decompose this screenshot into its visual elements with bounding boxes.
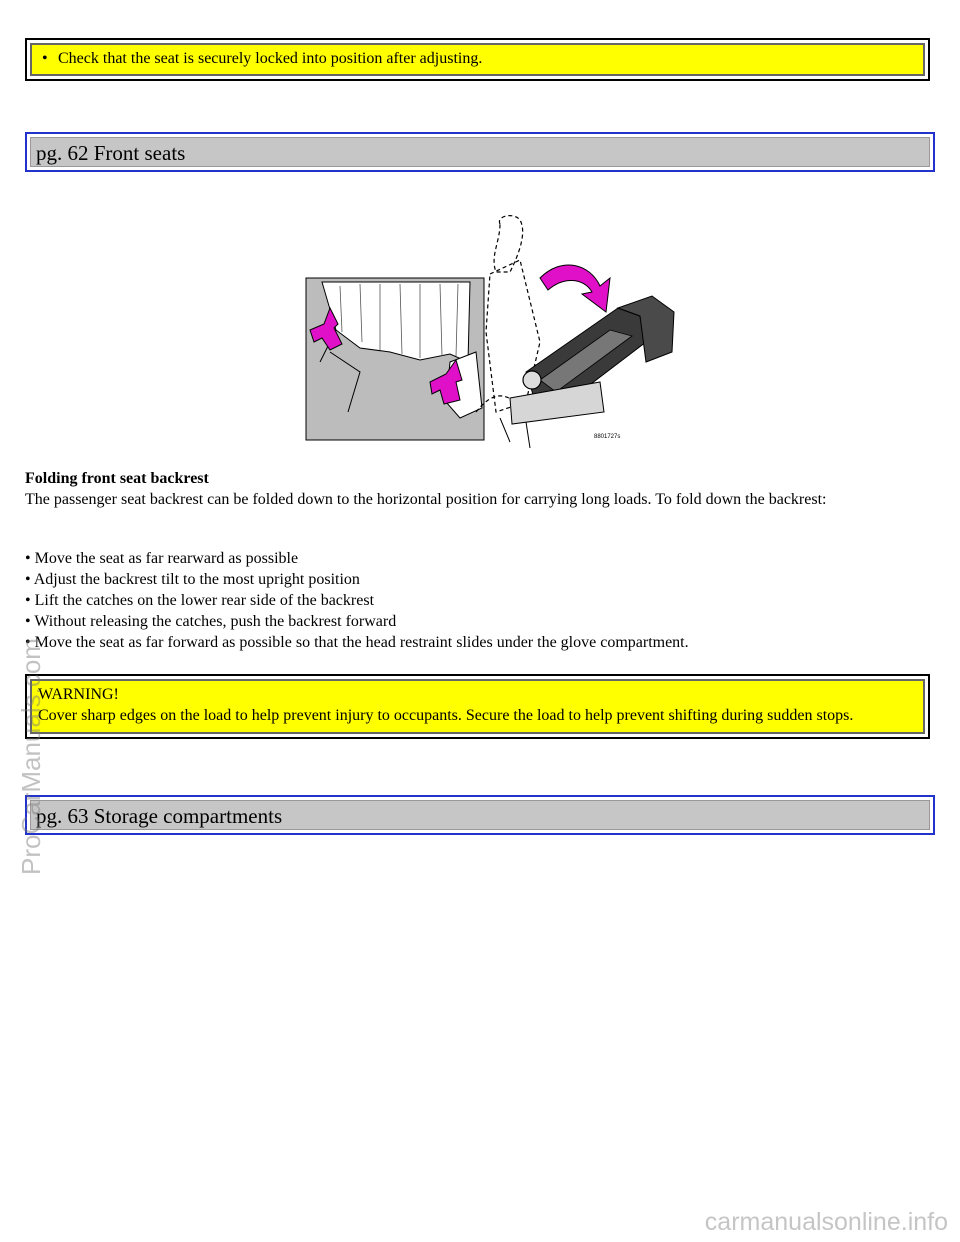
footer-watermark: carmanualsonline.info xyxy=(704,1208,948,1236)
warning-box xyxy=(25,674,930,739)
folding-title: Folding front seat backrest xyxy=(25,470,209,487)
list-item: • Move the seat as far forward as possible so that the head restraint slides under the glove compartment. xyxy=(25,634,689,651)
caution-inner xyxy=(30,43,925,76)
caution-text: Check that the seat is securely locked into position after adjusting. xyxy=(58,50,483,67)
folding-intro: The passenger seat backrest can be folded down to the horizontal position for carrying long loads. To fold down the backrest: xyxy=(25,491,827,508)
section-header-front-seats xyxy=(25,132,935,172)
list-item: • Without releasing the catches, push the backrest forward xyxy=(25,613,397,630)
bullet-marker: • xyxy=(42,50,48,67)
list-item: • Move the seat as far rearward as possible xyxy=(25,550,299,567)
tilt-knob xyxy=(523,371,541,389)
fold-forward-arrow xyxy=(540,265,610,312)
warning-inner xyxy=(30,679,925,734)
side-watermark xyxy=(0,555,46,875)
folding-steps-list xyxy=(25,548,689,653)
seat-folding-illustration xyxy=(300,212,680,454)
warning-title: WARNING! xyxy=(38,686,119,703)
side-watermark-text: ProCarManuals.com xyxy=(16,638,46,875)
caution-box xyxy=(25,38,930,81)
section-header-title: pg. 62 Front seats xyxy=(30,137,930,167)
section-header-title: pg. 63 Storage compartments xyxy=(30,800,930,830)
head-restraint-outline xyxy=(494,216,523,272)
list-item: • Lift the catches on the lower rear side of the backrest xyxy=(25,592,375,609)
warning-text: Cover sharp edges on the load to help prevent injury to occupants. Secure the load to help prevent shifting during sudden stops. xyxy=(38,707,854,724)
figure-code: 8801727s xyxy=(594,434,621,440)
section-header-storage xyxy=(25,795,935,835)
list-item: • Adjust the backrest tilt to the most upright position xyxy=(25,571,360,588)
